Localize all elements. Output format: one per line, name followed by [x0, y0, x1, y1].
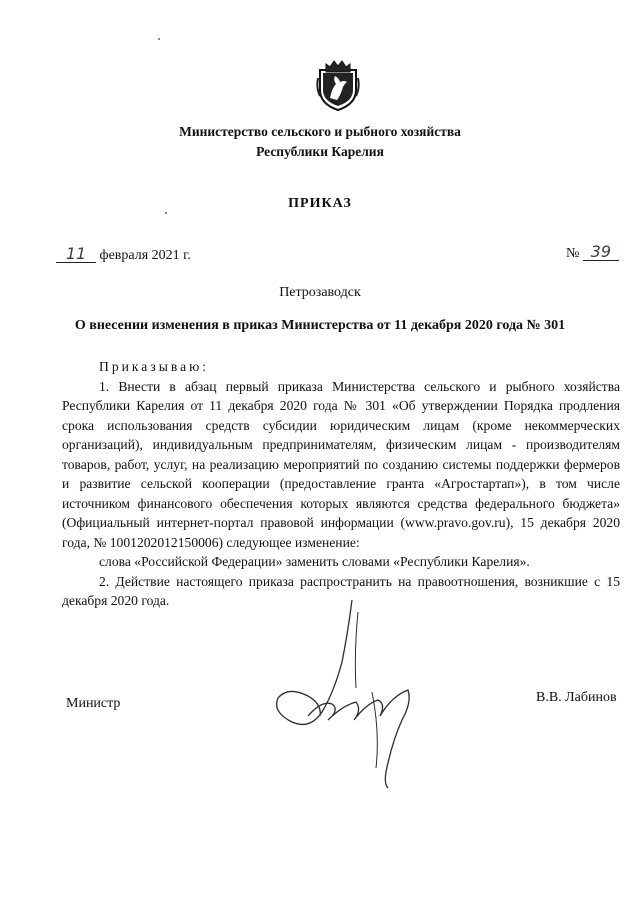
order-date-rest: февраля 2021 г.	[99, 248, 191, 263]
order-date-day: 11	[56, 246, 96, 263]
order-word: Приказываю:	[99, 359, 210, 374]
paragraph-2: слова «Российской Федерации» заменить словами «Республики Карелия».	[99, 554, 530, 569]
signer-name: В.В. Лабинов	[536, 690, 617, 705]
scan-speck	[165, 212, 167, 214]
paragraph-1: 1. Внести в абзац первый приказа Министерства сельского и рыбного хозяйства Республики Карелия от 11 декабря 2020 года № 301 «Об утверждении Порядка продления срока использования средств субсидии юридическим лицам (кроме некоммерческих организаций), индивидуальным предпринимателям, физическим лицам - производителям товаров, работ, услуг, на реализацию мероприятий по созданию системы поддержки фермеров и развитие сельской кооперации (предоставление гранта «Агростартап»), в том числе источником финансового обеспечения которых являются средства федерального бюджета» (Официальный интернет-портал правовой информации (www.pravo.gov.ru), 15 декабря 2020 года, № 1001202012150006) следующее изменение:	[62, 378, 620, 550]
scan-speck	[158, 38, 160, 40]
order-body	[62, 357, 620, 611]
handwritten-signature	[262, 592, 432, 792]
city: Петрозаводск	[279, 285, 361, 300]
order-date	[56, 246, 191, 264]
karelia-coat-of-arms-icon	[316, 58, 360, 112]
signer-position: Министр	[66, 696, 121, 711]
ministry-name-line1: Министерство сельского и рыбного хозяйства	[179, 124, 461, 139]
order-number-prefix: №	[566, 246, 580, 261]
order-title: ПРИКАЗ	[288, 196, 352, 211]
order-number-value: 39	[583, 244, 619, 261]
ministry-name-line2: Республики Карелия	[256, 144, 384, 159]
paragraph-3: 2. Действие настоящего приказа распространить на правоотношения, возникшие с 15 декабря 2020 года.	[62, 573, 620, 608]
order-subject: О внесении изменения в приказ Министерства от 11 декабря 2020 года № 301	[74, 318, 566, 333]
order-number	[566, 244, 619, 262]
